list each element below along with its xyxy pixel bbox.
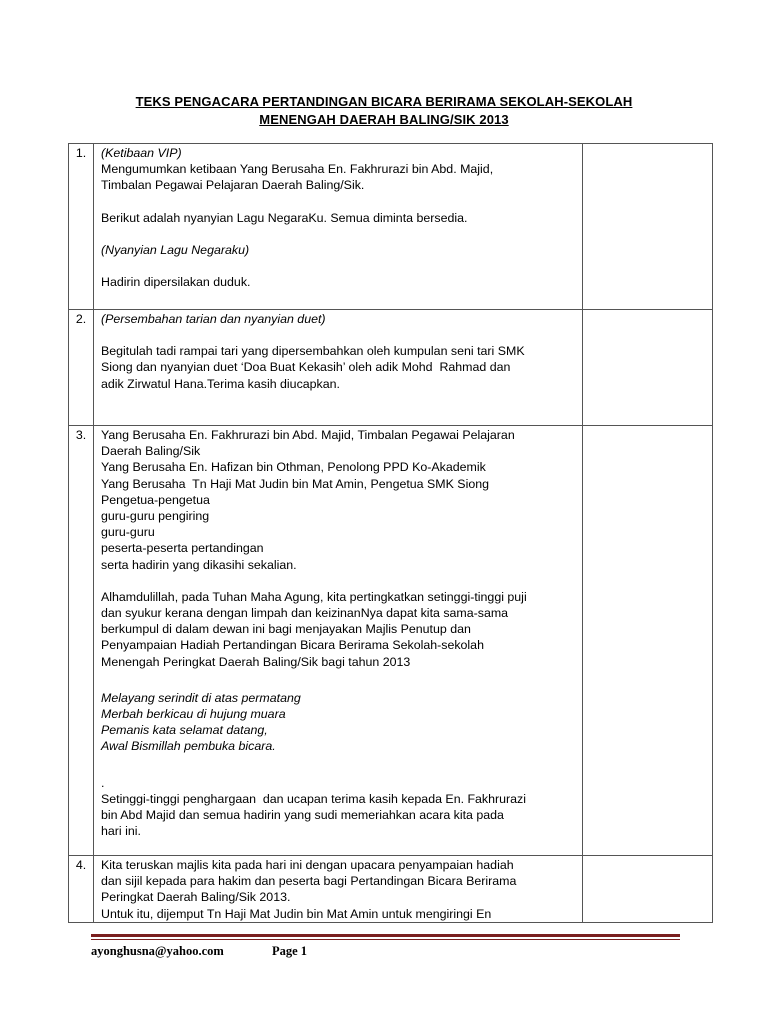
footer-email: ayonghusna@yahoo.com	[91, 944, 224, 958]
text-line: guru-guru	[101, 525, 155, 540]
row-content	[94, 856, 583, 923]
footer-page-number: Page 1	[272, 944, 308, 958]
text-line: dan sijil kepada para hakim dan peserta bagi Pertandingan Bicara Berirama	[101, 874, 517, 889]
footer-rule	[91, 934, 680, 937]
table-row	[69, 310, 713, 426]
text-line: Pengetua-pengetua	[101, 492, 210, 507]
text-line: .	[101, 775, 105, 790]
text-line: Peringkat Daerah Baling/Sik 2013.	[101, 890, 291, 905]
script-table	[68, 143, 713, 923]
stage-direction: (Ketibaan VIP)	[101, 146, 182, 160]
row-content	[94, 144, 583, 310]
text-line: Timbalan Pegawai Pelajaran Daerah Baling/Sik.	[101, 178, 365, 193]
text-line: bin Abd Majid dan semua hadirin yang sudi memeriahkan acara kita pada	[101, 808, 504, 823]
document-title-line-2: MENENGAH DAERAH BALING/SIK 2013	[259, 112, 509, 127]
text-line: Alhamdulillah, pada Tuhan Maha Agung, kita pertingkatkan setinggi-tinggi puji	[101, 589, 527, 604]
table-row	[69, 426, 713, 856]
text-line: Hadirin dipersilakan duduk.	[101, 275, 251, 290]
text-line: Yang Berusaha Tn Haji Mat Judin bin Mat Amin, Pengetua SMK Siong	[101, 476, 489, 491]
document-title-line-1: TEKS PENGACARA PERTANDINGAN BICARA BERIRAMA SEKOLAH-SEKOLAH	[135, 94, 633, 109]
text-line: hari ini.	[101, 824, 141, 839]
row-number: 2.	[69, 310, 94, 426]
text-line: serta hadirin yang dikasihi sekalian.	[101, 557, 297, 572]
text-line: Yang Berusaha En. Hafizan bin Othman, Penolong PPD Ko-Akademik	[101, 460, 486, 475]
text-line: Begitulah tadi rampai tari yang dipersembahkan oleh kumpulan seni tari SMK	[101, 344, 525, 359]
notes-cell	[583, 144, 713, 310]
row-number: 3.	[69, 426, 94, 856]
text-line: peserta-peserta pertandingan	[101, 541, 264, 556]
text-line: Siong dan nyanyian duet ‘Doa Buat Kekasih’ oleh adik Mohd Rahmad dan	[101, 360, 511, 375]
text-line: Penyampaian Hadiah Pertandingan Bicara Berirama Sekolah-sekolah	[101, 638, 484, 653]
text-line: Mengumumkan ketibaan Yang Berusaha En. Fakhrurazi bin Abd. Majid,	[101, 162, 494, 177]
row-number: 4.	[69, 856, 94, 923]
text-line: adik Zirwatul Hana.Terima kasih diucapkan.	[101, 376, 340, 391]
stage-direction: (Nyanyian Lagu Negaraku)	[101, 242, 250, 257]
notes-cell	[583, 310, 713, 426]
table-row	[69, 856, 713, 923]
text-line: Kita teruskan majlis kita pada hari ini dengan upacara penyampaian hadiah	[101, 858, 514, 872]
notes-cell	[583, 856, 713, 923]
row-content	[94, 426, 583, 856]
text-line: Setinggi-tinggi penghargaan dan ucapan terima kasih kepada En. Fakhrurazi	[101, 791, 526, 806]
text-line: guru-guru pengiring	[101, 509, 210, 524]
row-number: 1.	[69, 144, 94, 310]
stage-direction: (Persembahan tarian dan nyanyian duet)	[101, 312, 326, 326]
text-line: Untuk itu, dijemput Tn Haji Mat Judin bin Mat Amin untuk mengiringi En	[101, 906, 492, 921]
text-line: Yang Berusaha En. Fakhrurazi bin Abd. Majid, Timbalan Pegawai Pelajaran	[101, 428, 515, 442]
text-line: Menengah Peringkat Daerah Baling/Sik bagi tahun 2013	[101, 654, 411, 669]
text-line: dan syukur kerana dengan limpah dan keizinanNya dapat kita sama-sama	[101, 606, 509, 621]
pantun-line: Melayang serindit di atas permatang	[101, 690, 301, 705]
text-line: berkumpul di dalam dewan ini bagi menjayakan Majlis Penutup dan	[101, 622, 471, 637]
text-line: Daerah Baling/Sik	[101, 444, 201, 459]
notes-cell	[583, 426, 713, 856]
row-content	[94, 310, 583, 426]
table-row	[69, 144, 713, 310]
pantun-line: Merbah berkicau di hujung muara	[101, 707, 286, 722]
pantun-line: Pemanis kata selamat datang,	[101, 723, 268, 738]
footer-rule-thin	[91, 939, 680, 940]
text-line: Berikut adalah nyanyian Lagu NegaraKu. Semua diminta bersedia.	[101, 210, 468, 225]
pantun-line: Awal Bismillah pembuka bicara.	[101, 739, 276, 754]
